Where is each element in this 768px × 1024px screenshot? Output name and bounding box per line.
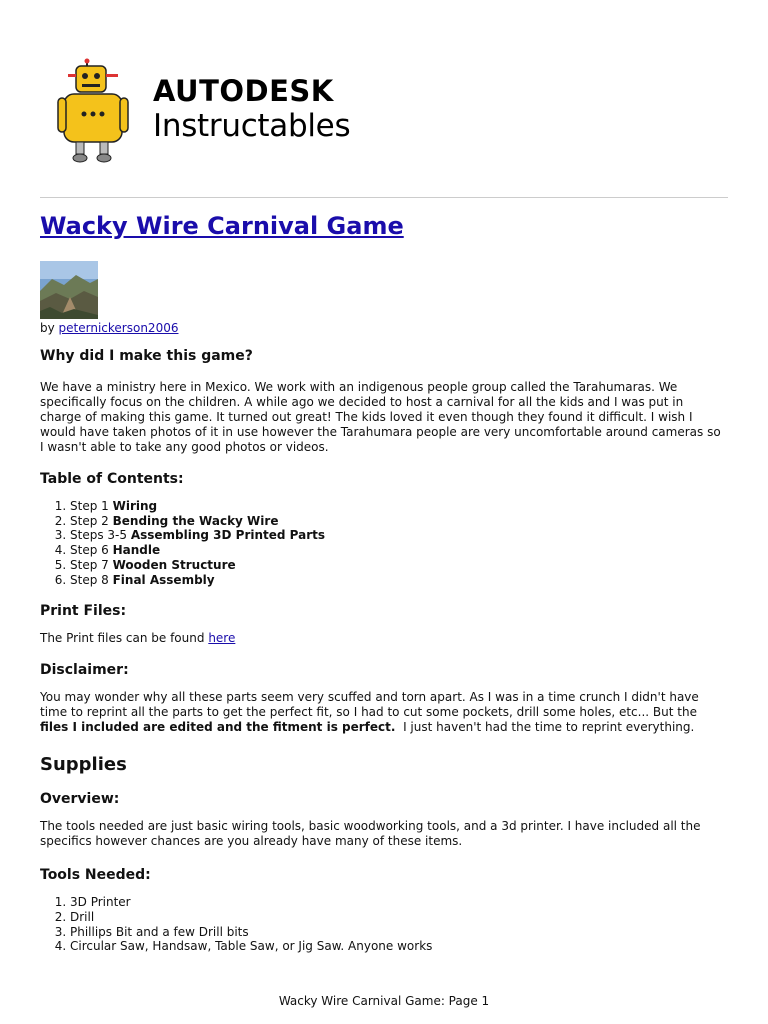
print-paragraph xyxy=(40,631,728,646)
print-heading: Print Files: xyxy=(40,603,127,620)
toc-item xyxy=(70,499,728,514)
toc-step: Step 6 xyxy=(70,543,109,558)
header-divider xyxy=(40,197,728,198)
tool-item: 4. Circular Saw, Handsaw, Table Saw, or Jig Saw. Anyone works xyxy=(70,939,728,954)
disclaimer-text-end: I just haven't had the time to reprint everything. xyxy=(403,720,695,735)
overview-paragraph: The tools needed are just basic wiring tools, basic woodworking tools, and a 3d printer. I have included all the specifics however chances are you already have many of these items. xyxy=(40,819,701,849)
toc-item xyxy=(70,543,728,558)
disclaimer-text: You may wonder why all these parts seem very scuffed and torn apart. As I was in a time crunch I didn't have time to reprint all the parts to get the perfect fit, so I had to cut some pockets, drill some holes, etc... But the xyxy=(40,690,699,720)
toc-label: Final Assembly xyxy=(112,572,215,587)
toc-item xyxy=(70,514,728,529)
avatar-image xyxy=(40,261,98,319)
article-title[interactable]: Wacky Wire Carnival Game xyxy=(40,212,404,240)
disclaimer-paragraph xyxy=(40,690,728,735)
overview-heading: Overview: xyxy=(40,791,120,808)
byline-prefix: by xyxy=(40,321,55,335)
toc-label: Wooden Structure xyxy=(112,557,236,572)
toc-item xyxy=(70,573,728,588)
tool-item: 3. Phillips Bit and a few Drill bits xyxy=(70,925,728,940)
disclaimer-bold: files I included are edited and the fitment is perfect. xyxy=(40,720,396,735)
tools-heading: Tools Needed: xyxy=(40,867,151,884)
author-avatar[interactable] xyxy=(40,261,98,319)
toc-step: Step 1 xyxy=(70,499,109,513)
site-header xyxy=(40,52,728,172)
page-footer: Wacky Wire Carnival Game: Page 1 xyxy=(278,994,490,1008)
toc-label: Handle xyxy=(112,543,161,558)
tool-item: 2. Drill xyxy=(70,910,728,925)
byline xyxy=(40,321,178,335)
toc-label: Assembling 3D Printed Parts xyxy=(130,528,326,543)
toc-heading: Table of Contents: xyxy=(40,471,184,487)
toc-list xyxy=(40,499,728,587)
tool-item: 1. 3D Printer xyxy=(70,895,728,910)
toc-step: Step 7 xyxy=(70,557,109,572)
toc-label: Bending the Wacky Wire xyxy=(112,513,279,528)
brand-wordmark xyxy=(153,74,350,144)
toc-step: Steps 3-5 xyxy=(70,528,127,543)
author-link[interactable]: peternickerson2006 xyxy=(58,321,179,335)
toc-step: Step 8 xyxy=(70,572,109,587)
toc-item xyxy=(70,528,728,543)
why-paragraph: We have a ministry here in Mexico. We work with an indigenous people group called the Tarahumaras. We specifically focus on the children. A while ago we decided to host a carnival for all the kids and I was put in charge of making this game. It turned out great! The kids loved it even though they found it difficult. I wish I would have taken photos of it in use however the Tarahumara people are very uncomfortable around cameras so I wasn't able to take any good photos or videos. xyxy=(40,380,721,454)
print-files-link[interactable]: here xyxy=(208,631,236,646)
brand-autodesk: AUTODESK xyxy=(153,74,334,108)
instructables-robot-logo xyxy=(54,54,144,166)
print-text: The Print files can be found xyxy=(40,631,205,646)
brand-instructables: Instructables xyxy=(153,108,351,144)
disclaimer-heading: Disclaimer: xyxy=(40,662,129,679)
article-body xyxy=(40,346,728,968)
why-heading: Why did I make this game? xyxy=(40,348,253,364)
toc-item xyxy=(70,558,728,573)
supplies-heading: Supplies xyxy=(40,754,127,776)
toc-step: Step 2 xyxy=(70,513,109,528)
toc-label: Wiring xyxy=(112,499,158,513)
tools-list xyxy=(40,895,728,954)
